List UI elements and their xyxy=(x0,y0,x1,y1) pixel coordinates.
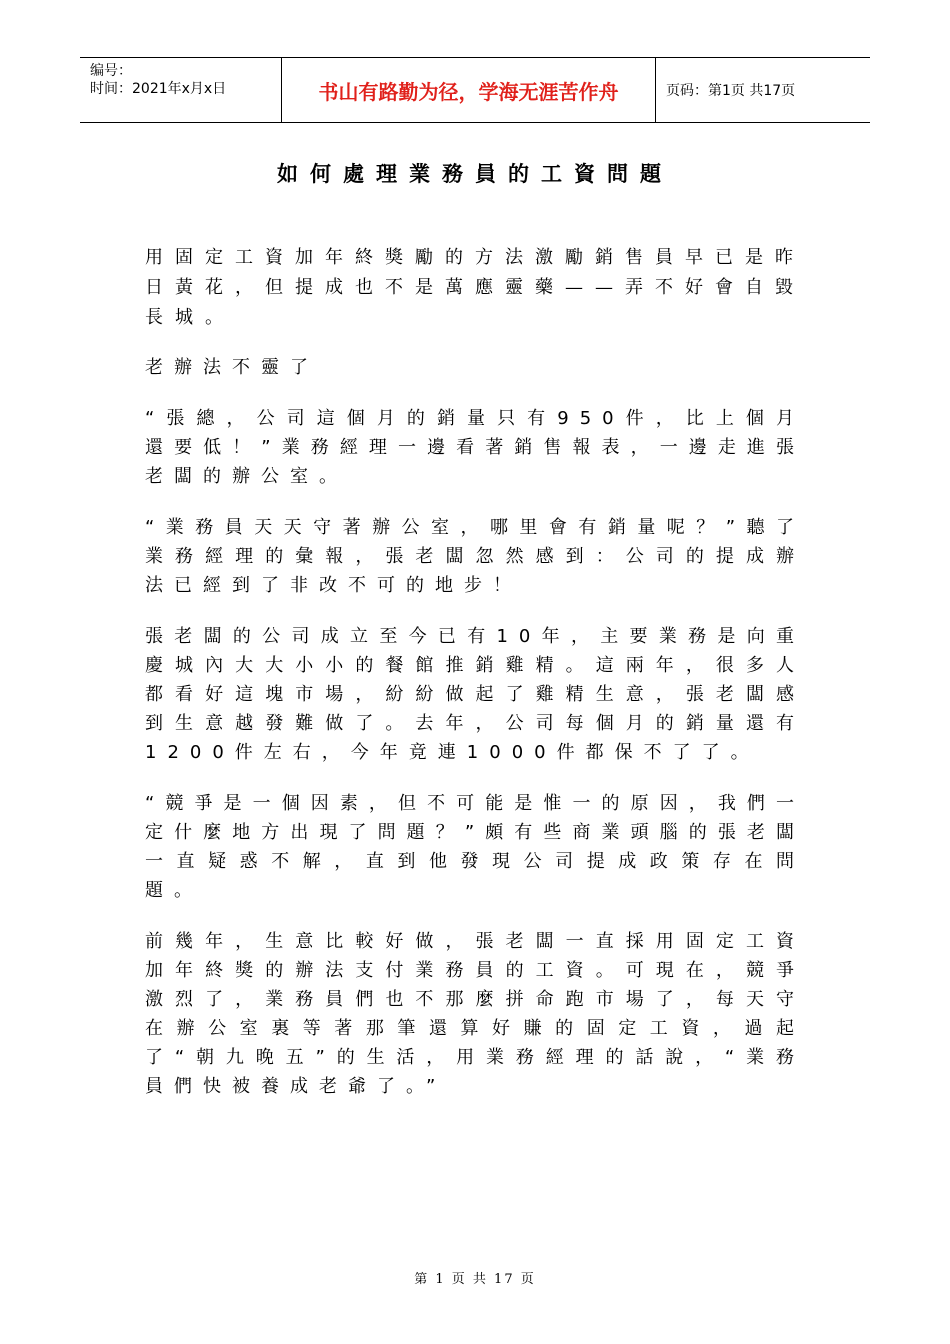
body-paragraph: 張老闆的公司成立至今已有10年，主要業務是向重慶城內大大小小的餐館推銷雞精。這兩年，很多人都看好這塊市場，紛紛做起了雞精生意，張老闆感到生意越發難做了。去年，公司每個月的銷量還有1200件左右，今年竟連1000件都保不了了。 xyxy=(145,626,805,763)
document-title: 如何處理業務員的工資問題 xyxy=(277,161,673,186)
body-paragraph: “競爭是一個因素，但不可能是惟一的原因，我們一定什麼地方出現了問題？”頗有些商業頭腦的張老闆一直疑惑不解，直到他發現公司提成政策存在問題。 xyxy=(145,793,805,901)
section-heading: 老辦法不靈了 xyxy=(145,357,319,378)
document-number-label: 编号： xyxy=(90,63,132,79)
header-meta xyxy=(80,58,282,122)
document-date-label: 时间：2021年x月x日 xyxy=(90,81,227,97)
body-paragraph: “業務員天天守著辦公室，哪里會有銷量呢？”聽了業務經理的彙報，張老闆忽然感到：公司的提成辦法已經到了非改不可的地步！ xyxy=(145,517,805,596)
header-page-info: 页码：第1页 共17页 xyxy=(666,83,796,99)
body-paragraph: 前幾年，生意比較好做，張老闆一直採用固定工資加年終獎的辦法支付業務員的工資。可現在，競爭激烈了，業務員們也不那麼拼命跑市場了，每天守在辦公室裏等著那筆還算好賺的固定工資，過起了“朝九晚五”的生活，用業務經理的話說，“業務員們快被養成老爺了。” xyxy=(145,931,805,1097)
body-paragraph: “張總，公司這個月的銷量只有950件，比上個月還要低！”業務經理一邊看著銷售報表，一邊走進張老闆的辦公室。 xyxy=(145,408,805,487)
page-footer: 第 1 页 共 17 页 xyxy=(414,1272,536,1287)
intro-paragraph: 用固定工資加年終獎勵的方法激勵銷售員早已是昨日黃花，但提成也不是萬應靈藥——弄不好會自毀長城。 xyxy=(145,247,805,328)
page-header xyxy=(80,57,870,123)
header-motto: 书山有路勤为径，学海无涯苦作舟 xyxy=(282,58,656,122)
document-body xyxy=(145,243,805,1123)
